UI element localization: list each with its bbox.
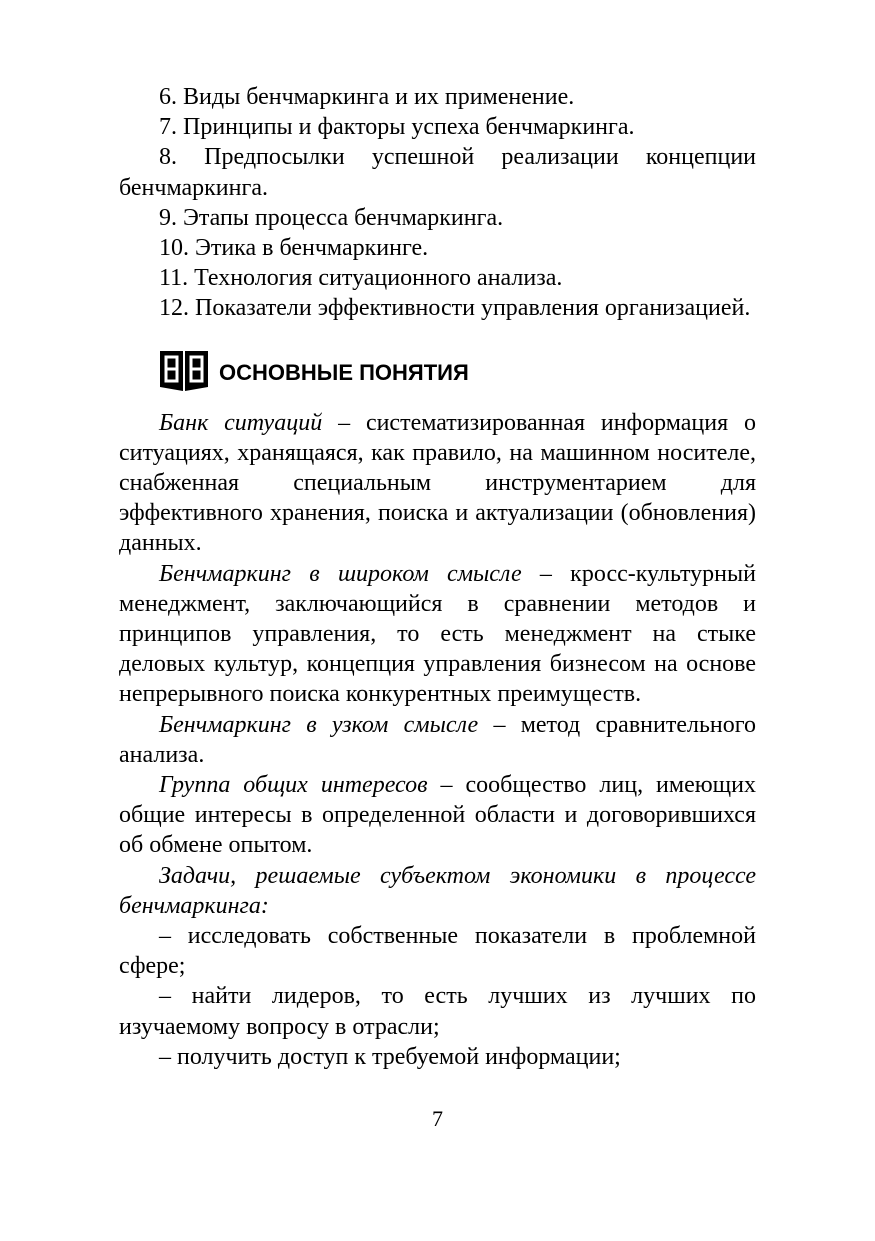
task-item: – получить доступ к требуемой информации; xyxy=(159,1043,621,1070)
definition xyxy=(119,408,756,559)
page-number: 7 xyxy=(432,1106,443,1131)
definition-text: – кросс-культурный менеджмент, заключающийся в сравнении методов и принципов управления, то есть менеджмент на стыке деловых культур, концепция управления бизнесом на основе непрерывного поиска конкурентных преимуществ. xyxy=(119,560,756,708)
definition-text: – систематизированная информация о ситуациях, хранящаяся, как правило, на машинном носителе, снабженная специальным инструментарием для эффективного хранения, поиска и актуализации (обновления) данных. xyxy=(119,409,757,557)
definition-text: – сообщество лиц, имеющих общие интересы в определенной области и договорившихся об обмене опытом. xyxy=(119,772,756,859)
page-body xyxy=(119,82,756,1072)
section-title: ОСНОВНЫЕ ПОНЯТИЯ xyxy=(219,359,469,385)
question-item: 10. Этика в бенчмаркинге. xyxy=(159,235,429,262)
definition-text: – метод сравнительного анализа. xyxy=(119,711,756,768)
question-item: 8. Предпосылки успешной реализации концепции бенчмаркинга. xyxy=(119,144,756,201)
definition xyxy=(119,559,756,710)
definition-term: Банк ситуаций xyxy=(159,409,323,436)
task-item: – найти лидеров, то есть лучших из лучших по изучаемому вопросу в отрасли; xyxy=(119,983,756,1040)
definition xyxy=(119,770,756,861)
question-item: 12. Показатели эффективности управления организацией. xyxy=(159,295,751,322)
definition-term: Группа общих интересов xyxy=(159,772,428,799)
question-item: 11. Технология ситуационного анализа. xyxy=(159,265,563,292)
question-item: 6. Виды бенчмаркинга и их применение. xyxy=(159,84,575,110)
definition-term: Бенчмаркинг в широком смысле xyxy=(159,560,522,587)
question-item: 9. Этапы процесса бенчмаркинга. xyxy=(159,204,504,231)
book-icon xyxy=(159,347,209,393)
question-item: 7. Принципы и факторы успеха бенчмаркинга. xyxy=(159,114,635,141)
tasks-title: Задачи, решаемые субъектом экономики в процессе бенчмаркинга: xyxy=(119,862,756,919)
task-item: – исследовать собственные показатели в проблемной сфере; xyxy=(119,923,756,980)
definition-term: Бенчмаркинг в узком смысле xyxy=(159,711,479,738)
section-heading xyxy=(159,342,756,398)
definition xyxy=(119,710,756,770)
